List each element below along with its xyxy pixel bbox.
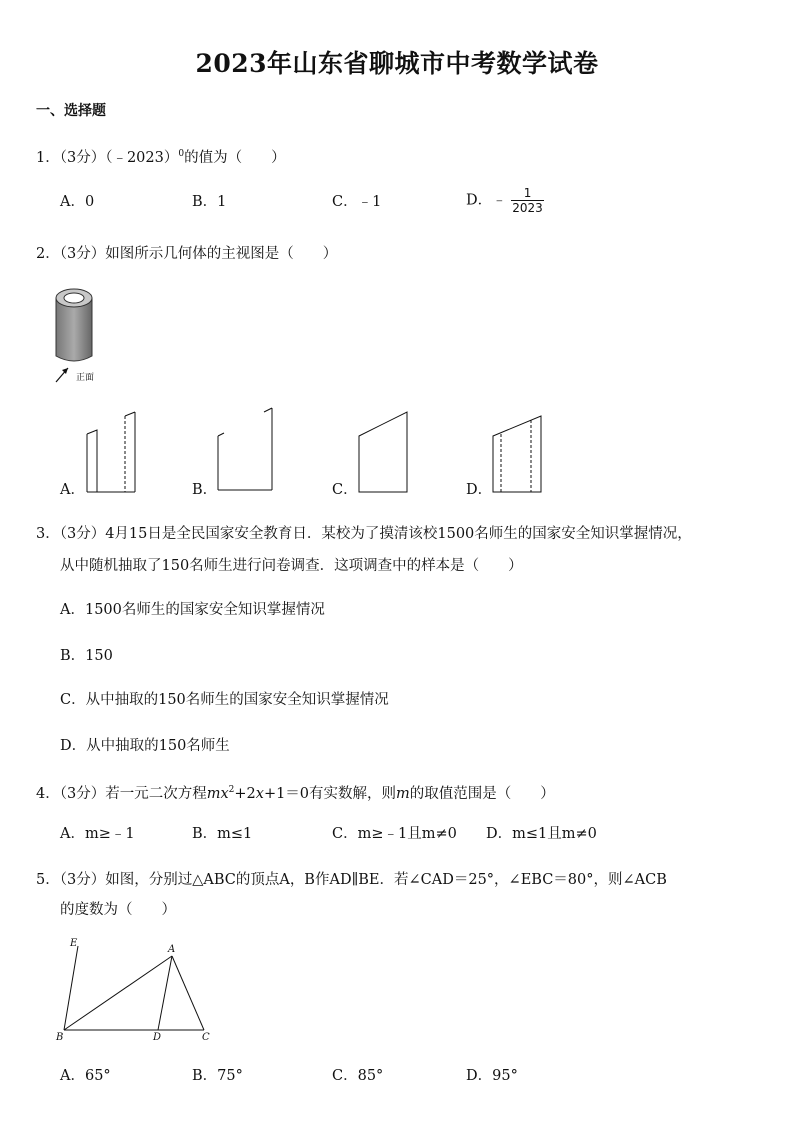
q2-option-a[interactable]: A． bbox=[60, 482, 85, 498]
q2-solid-figure bbox=[46, 284, 106, 384]
page-title: 2023年山东省聊城市中考数学试卷 bbox=[195, 49, 599, 78]
q5-option-b[interactable]: B．75° bbox=[192, 1068, 243, 1084]
q4-option-a[interactable]: A．m≥﹣1 bbox=[60, 826, 135, 842]
q4-var-m2: m bbox=[396, 785, 410, 802]
q4-plus-two: +2 bbox=[234, 785, 256, 802]
question-5-line-2: 的度数为（ ） bbox=[60, 902, 176, 918]
q2-option-b[interactable]: B． bbox=[192, 482, 218, 498]
q4-square: 2 bbox=[228, 785, 235, 795]
q5-option-a[interactable]: A．65° bbox=[60, 1068, 111, 1084]
q4-equation-tail: +1＝0有实数解，则 bbox=[263, 785, 397, 802]
question-1-stem bbox=[36, 144, 286, 168]
question-3-line-1: 3．（3分）4月15日是全民国家安全教育日．某校为了摸清该校1500名师生的国家安全知识掌握情况， bbox=[36, 526, 692, 542]
label-d: D bbox=[153, 1032, 162, 1043]
q2-option-c[interactable]: C． bbox=[332, 482, 358, 498]
q3-option-a[interactable]: A．1500名师生的国家安全知识掌握情况 bbox=[60, 602, 325, 618]
q1-option-c[interactable]: C．﹣1 bbox=[332, 194, 382, 210]
q2-front-view-label: 正面 bbox=[76, 373, 95, 383]
fraction-numerator: 1 bbox=[511, 186, 544, 201]
label-b: B bbox=[56, 1032, 64, 1043]
question-3-line-2: 从中随机抽取了150名师生进行问卷调查．这项调查中的样本是（ ） bbox=[60, 558, 523, 574]
question-5-line-1: 5．（3分）如图，分别过△ABC的顶点A，B作AD∥BE．若∠CAD＝25°，∠EBC＝80°，则∠ACB bbox=[36, 872, 667, 888]
q4-stem-text: 4．（3分）若一元二次方程 bbox=[36, 785, 207, 802]
q2-option-c-figure bbox=[356, 410, 412, 494]
q2-option-a-figure bbox=[84, 410, 144, 494]
q2-option-d[interactable]: D． bbox=[466, 482, 493, 498]
q2-option-b-figure bbox=[214, 406, 278, 494]
q3-option-c[interactable]: C．从中抽取的150名师生的国家安全知识掌握情况 bbox=[60, 692, 389, 708]
q2-option-d-figure bbox=[490, 410, 546, 494]
q3-option-d[interactable]: D．从中抽取的150名师生 bbox=[60, 738, 230, 754]
q5-triangle-figure bbox=[54, 936, 224, 1046]
label-e: E bbox=[70, 938, 78, 949]
q4-option-b[interactable]: B．m≤1 bbox=[192, 826, 253, 842]
q3-option-b[interactable]: B．150 bbox=[60, 648, 113, 664]
q1-option-d-prefix: D．﹣ bbox=[466, 192, 507, 209]
question-2-stem: 2．（3分）如图所示几何体的主视图是（ ） bbox=[36, 246, 338, 262]
q1-option-b[interactable]: B．1 bbox=[192, 194, 227, 210]
q1-option-d-fraction bbox=[511, 186, 544, 215]
q1-exponent: 0 bbox=[178, 149, 185, 159]
q1-stem-text: 1．（3分）（﹣2023） bbox=[36, 149, 179, 166]
label-a: A bbox=[168, 944, 176, 955]
q4-var-m: m bbox=[206, 785, 221, 802]
q4-var-x2: x bbox=[255, 785, 264, 802]
q1-option-d[interactable] bbox=[466, 186, 544, 215]
section-heading: 一、选择题 bbox=[36, 103, 106, 119]
q4-option-d[interactable]: D．m≤1且m≠0 bbox=[486, 826, 597, 842]
q5-option-c[interactable]: C．85° bbox=[332, 1068, 384, 1084]
label-c: C bbox=[202, 1032, 210, 1043]
q4-var-x: x bbox=[220, 785, 229, 802]
q4-stem-tail: 的取值范围是（ ） bbox=[409, 785, 555, 802]
fraction-denominator: 2023 bbox=[512, 201, 543, 215]
q4-option-c[interactable]: C．m≥﹣1且m≠0 bbox=[332, 826, 457, 842]
q1-option-a[interactable]: A．0 bbox=[60, 194, 95, 210]
q5-option-d[interactable]: D．95° bbox=[466, 1068, 518, 1084]
q1-stem-tail: 的值为（ ） bbox=[184, 149, 286, 166]
question-4-stem bbox=[36, 780, 555, 804]
